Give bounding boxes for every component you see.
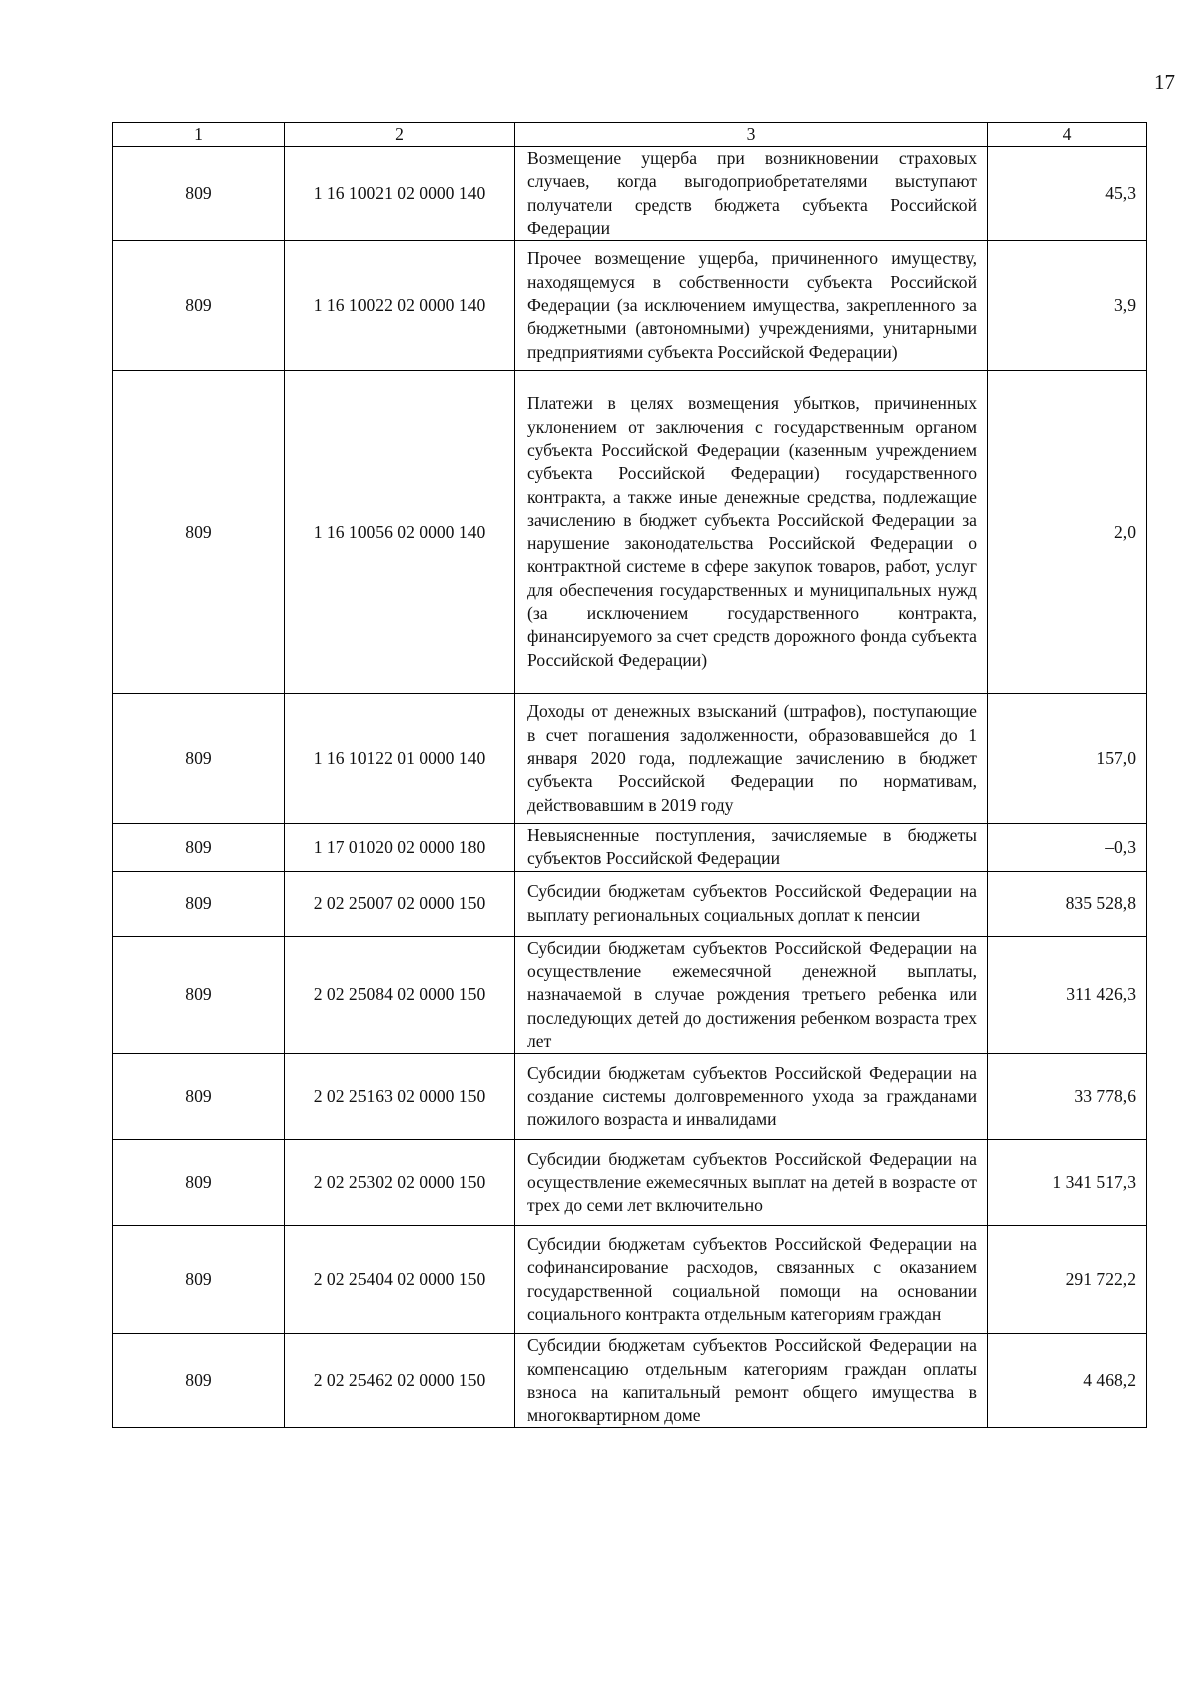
column-header-4: 4: [988, 123, 1147, 147]
table-row: [113, 1140, 1147, 1226]
table-row: [113, 147, 1147, 241]
revenue-name-cell: Платежи в целях возмещения убытков, причиненных уклонением от заключения с государственным органом субъекта Российской Федерации (казенным учреждением субъекта Российской Федерации) государственного контракта, а также иные денежные средства, подлежащие зачислению в бюджет субъекта Российской Федерации за нарушение законодательства Российской Федерации о контрактной системе в сфере закупок товаров, работ, услуг для обеспечения государственных и муниципальных нужд (за исключением государственного контракта, финансируемого за счет средств дорожного фонда субъекта Российской Федерации): [515, 371, 988, 694]
admin-code-cell: 809: [113, 147, 285, 241]
amount-cell: 835 528,8: [988, 871, 1147, 936]
revenue-table-body: [113, 123, 1147, 1428]
admin-code-cell: 809: [113, 1226, 285, 1334]
column-header-3: 3: [515, 123, 988, 147]
admin-code-cell: 809: [113, 936, 285, 1053]
admin-code-cell: 809: [113, 241, 285, 371]
revenue-name-cell: Прочее возмещение ущерба, причиненного имуществу, находящемуся в собственности субъекта Российской Федерации (за исключением имущества, закрепленного за бюджетными (автономными) учреждениями, унитарными предприятиями субъекта Российской Федерации): [515, 241, 988, 371]
revenue-code-cell: 2 02 25404 02 0000 150: [285, 1226, 515, 1334]
table-row: [113, 1334, 1147, 1428]
revenue-name-cell: Субсидии бюджетам субъектов Российской Федерации на компенсацию отдельным категориям граждан оплаты взноса на капитальный ремонт общего имущества в многоквартирном доме: [515, 1334, 988, 1428]
table-row: [113, 1054, 1147, 1140]
revenue-code-cell: 2 02 25462 02 0000 150: [285, 1334, 515, 1428]
revenue-name-cell: Субсидии бюджетам субъектов Российской Федерации на софинансирование расходов, связанных с оказанием государственной социальной помощи на основании социального контракта отдельным категориям граждан: [515, 1226, 988, 1334]
revenue-code-cell: 1 17 01020 02 0000 180: [285, 824, 515, 872]
table-row: [113, 371, 1147, 694]
revenue-name-cell: Доходы от денежных взысканий (штрафов), поступающие в счет погашения задолженности, образовавшейся до 1 января 2020 года, подлежащие зачислению в бюджет субъекта Российской Федерации по нормативам, действовавшим в 2019 году: [515, 694, 988, 824]
revenue-name-cell: Субсидии бюджетам субъектов Российской Федерации на создание системы долговременного ухода за гражданами пожилого возраста и инвалидами: [515, 1054, 988, 1140]
amount-cell: 2,0: [988, 371, 1147, 694]
table-header-row: [113, 123, 1147, 147]
admin-code-cell: 809: [113, 371, 285, 694]
revenue-name-cell: Невыясненные поступления, зачисляемые в бюджеты субъектов Российской Федерации: [515, 824, 988, 872]
revenue-name-cell: Возмещение ущерба при возникновении страховых случаев, когда выгодоприобретателями выступают получатели средств бюджета субъекта Российской Федерации: [515, 147, 988, 241]
revenue-code-cell: 2 02 25007 02 0000 150: [285, 871, 515, 936]
amount-cell: 33 778,6: [988, 1054, 1147, 1140]
table-row: [113, 694, 1147, 824]
table-row: [113, 936, 1147, 1053]
admin-code-cell: 809: [113, 1140, 285, 1226]
amount-cell: 4 468,2: [988, 1334, 1147, 1428]
amount-cell: 291 722,2: [988, 1226, 1147, 1334]
table-row: [113, 241, 1147, 371]
admin-code-cell: 809: [113, 824, 285, 872]
revenue-table: [112, 122, 1147, 1428]
revenue-code-cell: 2 02 25084 02 0000 150: [285, 936, 515, 1053]
admin-code-cell: 809: [113, 871, 285, 936]
page-number: 17: [1154, 70, 1175, 94]
revenue-code-cell: 1 16 10022 02 0000 140: [285, 241, 515, 371]
column-header-1: 1: [113, 123, 285, 147]
revenue-code-cell: 2 02 25302 02 0000 150: [285, 1140, 515, 1226]
admin-code-cell: 809: [113, 1334, 285, 1428]
table-row: [113, 824, 1147, 872]
revenue-code-cell: 1 16 10021 02 0000 140: [285, 147, 515, 241]
amount-cell: 311 426,3: [988, 936, 1147, 1053]
admin-code-cell: 809: [113, 1054, 285, 1140]
column-header-2: 2: [285, 123, 515, 147]
revenue-code-cell: 1 16 10122 01 0000 140: [285, 694, 515, 824]
admin-code-cell: 809: [113, 694, 285, 824]
table-row: [113, 1226, 1147, 1334]
revenue-code-cell: 2 02 25163 02 0000 150: [285, 1054, 515, 1140]
amount-cell: –0,3: [988, 824, 1147, 872]
amount-cell: 157,0: [988, 694, 1147, 824]
revenue-code-cell: 1 16 10056 02 0000 140: [285, 371, 515, 694]
revenue-name-cell: Субсидии бюджетам субъектов Российской Федерации на осуществление ежемесячных выплат на детей в возрасте от трех до семи лет включительно: [515, 1140, 988, 1226]
amount-cell: 3,9: [988, 241, 1147, 371]
revenue-name-cell: Субсидии бюджетам субъектов Российской Федерации на осуществление ежемесячной денежной выплаты, назначаемой в случае рождения третьего ребенка или последующих детей до достижения ребенком возраста трех лет: [515, 936, 988, 1053]
amount-cell: 45,3: [988, 147, 1147, 241]
amount-cell: 1 341 517,3: [988, 1140, 1147, 1226]
table-row: [113, 871, 1147, 936]
revenue-name-cell: Субсидии бюджетам субъектов Российской Федерации на выплату региональных социальных доплат к пенсии: [515, 871, 988, 936]
